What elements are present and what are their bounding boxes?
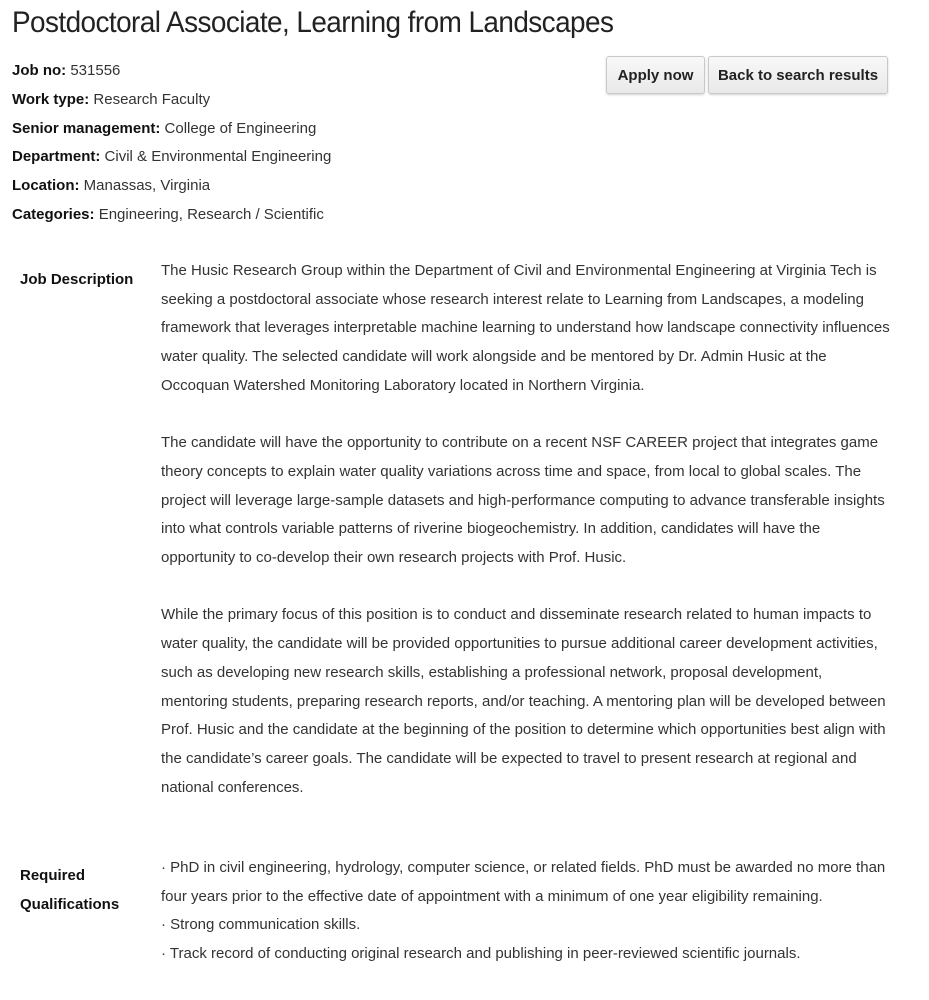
- meta-value: 531556: [70, 62, 121, 79]
- description-paragraph: The Husic Research Group within the Department of Civil and Environmental Engineering at Virginia Tech is seeking a postdoctoral associate whose research interest relate to Learning from Landscapes, a modeling framework that leverages interpretable machine learning to understand how landscape connectivity influences water quality. The selected candidate will work alongside and be mentored by Dr. Admin Husic at the Occoquan Watershed Monitoring Laboratory located in Northern Virginia.: [161, 262, 890, 394]
- meta-value: Civil & Environmental Engineering: [104, 148, 332, 166]
- meta-label: Job no:: [12, 62, 67, 79]
- meta-label: Work type:: [12, 90, 90, 108]
- back-to-search-results-button[interactable]: Back to search results: [708, 56, 888, 94]
- qualification-item: · PhD in civil engineering, hydrology, computer science, or related fields. PhD must be awarded no more than four years prior to the effective date of appointment with a minimum of one year eligibility remaining.: [161, 859, 886, 905]
- meta-label: Categories:: [12, 205, 95, 223]
- meta-value: Manassas, Virginia: [83, 177, 211, 195]
- qualification-item: · Strong communication skills.: [161, 916, 361, 934]
- qualification-item: · Track record of conducting original research and publishing in peer-reviewed scientific journals.: [161, 945, 801, 963]
- meta-job-number: [12, 57, 331, 86]
- required-qualifications-label: Required Qualifications: [20, 867, 120, 913]
- meta-work-type: [12, 86, 331, 115]
- meta-label: Location:: [12, 177, 80, 195]
- meta-value: Engineering, Research / Scientific: [98, 205, 324, 223]
- apply-now-button[interactable]: Apply now: [606, 56, 705, 94]
- meta-label: Department:: [12, 148, 101, 166]
- meta-senior-management: [12, 115, 331, 144]
- meta-value: Research Faculty: [93, 90, 211, 108]
- meta-categories: [12, 201, 331, 230]
- required-qualifications-body: [161, 854, 891, 969]
- meta-department: [12, 143, 331, 172]
- job-description-body: [161, 257, 891, 802]
- description-paragraph: The candidate will have the opportunity to contribute on a recent NSF CAREER project that integrates game theory concepts to explain water quality variations across time and space, from local to global scales. The project will leverage large-sample datasets and high-performance computing to advance transferable insights into what controls variable patterns of riverine biogeochemistry. In addition, candidates will have the opportunity to co-develop their own research projects with Prof. Husic.: [161, 434, 885, 567]
- job-meta-list: [12, 57, 331, 230]
- job-description-label: Job Description: [20, 271, 134, 288]
- meta-label: Senior management:: [12, 119, 161, 137]
- meta-value: College of Engineering: [164, 119, 317, 137]
- meta-location: [12, 172, 331, 201]
- page-title: Postdoctoral Associate, Learning from Landscapes: [12, 6, 614, 39]
- description-paragraph: While the primary focus of this position is to conduct and disseminate research related to human impacts to water quality, the candidate will be provided opportunities to pursue additional career development activities, such as developing new research skills, establishing a professional network, proposal development, mentoring students, preparing research reports, and/or teaching. A mentoring plan will be developed between Prof. Husic and the candidate at the beginning of the position to determine which opportunities best align with the candidate’s career goals. The candidate will be expected to travel to present research at regional and national conferences.: [161, 606, 886, 796]
